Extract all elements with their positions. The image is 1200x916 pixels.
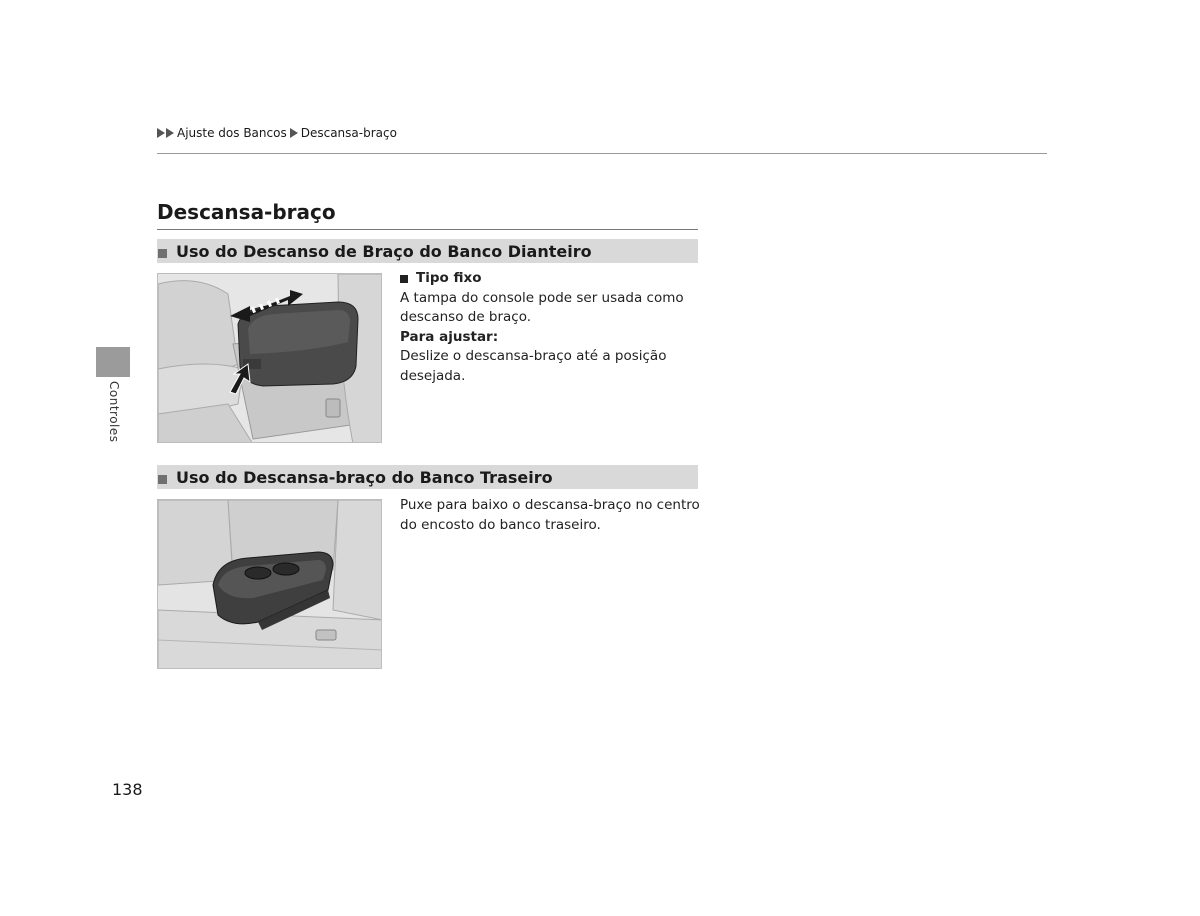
breadcrumb-item-seat-adjust[interactable]: Ajuste dos Bancos: [177, 126, 287, 140]
front-armrest-image: [157, 273, 382, 443]
front-armrest-text: [400, 269, 700, 386]
section-heading: Uso do Descansa-braço do Banco Traseiro: [176, 467, 553, 487]
subheading-fixed-type: [400, 269, 700, 289]
rear-armrest-text: [400, 496, 700, 535]
section-bullet-icon: [158, 249, 167, 258]
subheading-text: Tipo fixo: [416, 270, 482, 286]
page-title: Descansa-braço: [157, 200, 336, 224]
arrow-icon: [290, 128, 298, 138]
section-bullet-icon: [158, 475, 167, 484]
bullet-icon: [400, 275, 408, 283]
adjust-paragraph: Deslize o descansa-braço até a posição desejada.: [400, 348, 667, 384]
adjust-label: Para ajustar:: [400, 328, 499, 345]
breadcrumb: [157, 126, 397, 140]
header-divider: [157, 153, 1047, 154]
section-header-rear-armrest: [157, 465, 698, 489]
rear-armrest-image: [157, 499, 382, 669]
page-number: 138: [112, 780, 143, 799]
rear-armrest-paragraph: Puxe para baixo o descansa-braço no centro do encosto do banco traseiro.: [400, 497, 700, 533]
section-heading: Uso do Descanso de Braço do Banco Dianteiro: [176, 241, 592, 261]
intro-paragraph: A tampa do console pode ser usada como descanso de braço.: [400, 289, 684, 325]
chapter-label: Controles: [107, 381, 121, 443]
breadcrumb-item-armrest[interactable]: Descansa-braço: [300, 126, 397, 140]
section-header-front-armrest: [157, 239, 698, 263]
title-divider: [157, 229, 698, 230]
double-arrow-icon: [157, 128, 174, 138]
chapter-tab-marker: [96, 347, 130, 377]
